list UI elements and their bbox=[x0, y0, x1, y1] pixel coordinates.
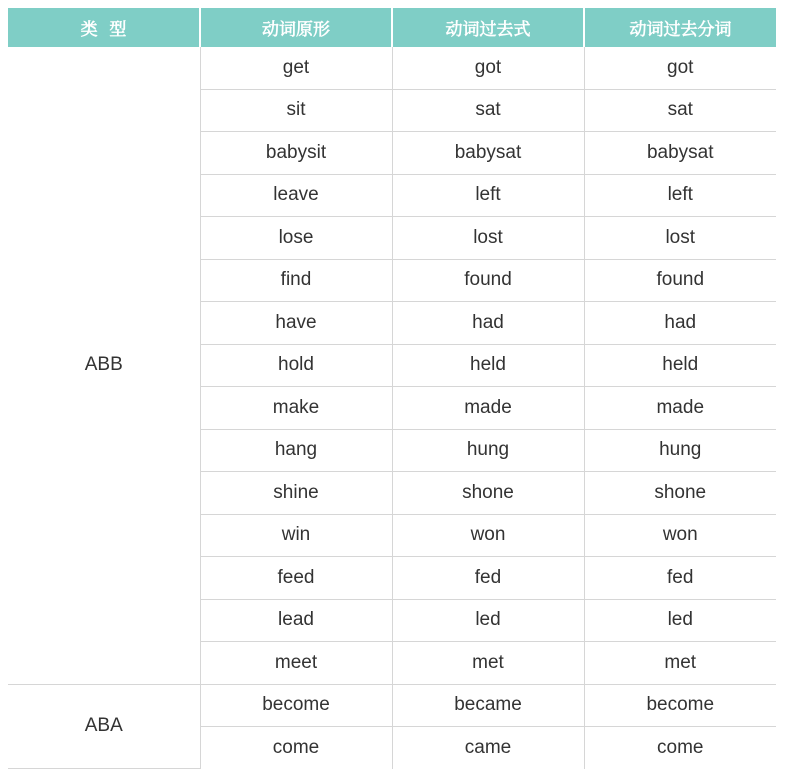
past-participle-cell: met bbox=[584, 642, 776, 685]
base-form-cell: get bbox=[200, 47, 392, 89]
past-tense-cell: came bbox=[392, 727, 584, 769]
header-type: 类 型 bbox=[8, 8, 200, 47]
type-cell: ABA bbox=[8, 684, 200, 769]
past-tense-cell: became bbox=[392, 684, 584, 727]
base-form-cell: find bbox=[200, 259, 392, 302]
table-row bbox=[8, 684, 776, 727]
past-participle-cell: had bbox=[584, 302, 776, 345]
past-tense-cell: won bbox=[392, 514, 584, 557]
base-form-cell: hold bbox=[200, 344, 392, 387]
past-participle-cell: found bbox=[584, 259, 776, 302]
past-tense-cell: sat bbox=[392, 89, 584, 132]
base-form-cell: come bbox=[200, 727, 392, 769]
past-tense-cell: held bbox=[392, 344, 584, 387]
base-form-cell: feed bbox=[200, 557, 392, 600]
past-tense-cell: left bbox=[392, 174, 584, 217]
past-participle-cell: held bbox=[584, 344, 776, 387]
past-tense-cell: found bbox=[392, 259, 584, 302]
past-tense-cell: hung bbox=[392, 429, 584, 472]
type-cell: ABB bbox=[8, 47, 200, 684]
past-participle-cell: fed bbox=[584, 557, 776, 600]
past-participle-cell: become bbox=[584, 684, 776, 727]
base-form-cell: leave bbox=[200, 174, 392, 217]
past-tense-cell: lost bbox=[392, 217, 584, 260]
base-form-cell: lose bbox=[200, 217, 392, 260]
past-tense-cell: made bbox=[392, 387, 584, 430]
verb-forms-table bbox=[8, 8, 776, 769]
base-form-cell: have bbox=[200, 302, 392, 345]
past-tense-cell: led bbox=[392, 599, 584, 642]
past-participle-cell: won bbox=[584, 514, 776, 557]
header-past-tense: 动词过去式 bbox=[392, 8, 584, 47]
past-participle-cell: shone bbox=[584, 472, 776, 515]
table-body bbox=[8, 47, 776, 769]
base-form-cell: hang bbox=[200, 429, 392, 472]
header-base-form: 动词原形 bbox=[200, 8, 392, 47]
past-participle-cell: got bbox=[584, 47, 776, 89]
base-form-cell: become bbox=[200, 684, 392, 727]
base-form-cell: lead bbox=[200, 599, 392, 642]
base-form-cell: meet bbox=[200, 642, 392, 685]
past-participle-cell: babysat bbox=[584, 132, 776, 175]
table-row bbox=[8, 47, 776, 89]
past-participle-cell: left bbox=[584, 174, 776, 217]
past-tense-cell: had bbox=[392, 302, 584, 345]
past-tense-cell: met bbox=[392, 642, 584, 685]
past-participle-cell: sat bbox=[584, 89, 776, 132]
past-tense-cell: shone bbox=[392, 472, 584, 515]
past-tense-cell: fed bbox=[392, 557, 584, 600]
past-participle-cell: come bbox=[657, 736, 704, 758]
past-tense-cell: got bbox=[392, 47, 584, 89]
header-past-participle: 动词过去分词 bbox=[584, 8, 776, 47]
past-participle-cell: led bbox=[584, 599, 776, 642]
base-form-cell: shine bbox=[200, 472, 392, 515]
header-row bbox=[8, 8, 776, 47]
base-form-cell: make bbox=[200, 387, 392, 430]
base-form-cell: babysit bbox=[200, 132, 392, 175]
base-form-cell: sit bbox=[200, 89, 392, 132]
past-participle-cell: lost bbox=[584, 217, 776, 260]
base-form-cell: win bbox=[200, 514, 392, 557]
past-tense-cell: babysat bbox=[392, 132, 584, 175]
past-participle-cell: made bbox=[584, 387, 776, 430]
past-participle-cell: hung bbox=[584, 429, 776, 472]
